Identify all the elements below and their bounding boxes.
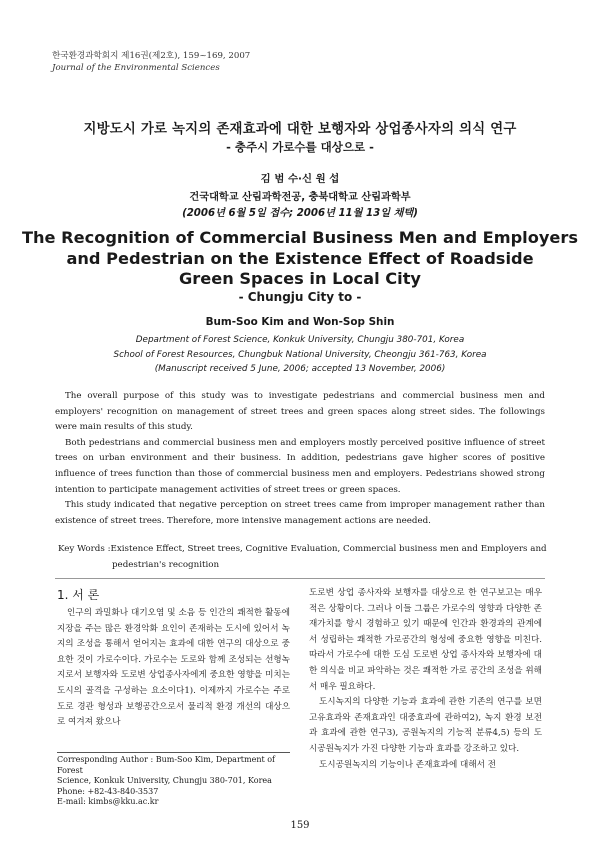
body-paragraph: 인구의 과밀화나 대기오염 및 소음 등 인간의 쾌적한 활동에 지장을 주는 많은 환경악화 요인이 존재하는 도시에 있어서 녹지의 조성을 통해서 얻어지는 효과에 대한 연구의 대상으로 중요한 것이 가로수이다. 가로수는 도로와 함께 조성되는 선형녹지로서 보행자와 도로변 상업종사자에게 중요한 영향을 미치는 도시의 골격을 구성하는 요소이다1). 이제까지 가로수는 주로 도로 경관 형성과 보행공간으로서 물리적 환경 개선의 대상으로 여겨져 왔으나 [57, 608, 290, 728]
footnote-line: Corresponding Author : Bum-Soo Kim, Department of Forest [57, 755, 275, 775]
abstract [55, 389, 545, 529]
affiliation-line: School of Forest Resources, Chungbuk National University, Cheongju 361-763, Korea [113, 349, 487, 360]
journal-name-en: Journal of the Environmental Sciences [52, 63, 220, 73]
title-english [20, 228, 580, 290]
keywords-label: Key Words : [58, 544, 111, 554]
abstract-paragraph: This study indicated that negative perception on street trees came from improper management rather than existence of street trees. Therefore, more intensive management actions are needed. [55, 500, 545, 526]
received-date-korean: (2006년 6월 5일 접수; 2006년 11월 13일 채택) [182, 208, 418, 219]
journal-header [52, 50, 250, 74]
subtitle-korean: - 충주시 가로수를 대상으로 - [226, 140, 374, 154]
page-number: 159 [290, 820, 310, 831]
body-paragraph: 도시공원녹지의 기능이나 존재효과에 대해서 전 [319, 759, 496, 770]
authors-english: Bum-Soo Kim and Won-Sop Shin [205, 316, 395, 328]
keywords-text: Existence Effect, Street trees, Cognitive Evaluation, Commercial business men and Employers and [110, 544, 547, 554]
title-english-line: Green Spaces in Local City [179, 269, 421, 288]
journal-citation-ko: 한국환경과학회지 제16권(제2호), 159~169, 2007 [52, 51, 251, 61]
keywords-text-continued: pedestrian's recognition [112, 559, 220, 570]
affiliations-english [0, 333, 600, 377]
body-paragraph: 도시녹지의 다양한 기능과 효과에 관한 기존의 연구를 보면 고유효과와 존재효과인 대중효과에 관하여2), 녹지 환경 보전과 효과에 관한 연구3), 공원녹지의 기능적 분류4,5) 등의 도시공원녹지가 가진 다양한 기능과 효과를 강조하고 있다. [309, 697, 542, 754]
body-column-right [309, 586, 542, 773]
footnote-line: Science, Konkuk University, Chungju 380-701, Korea [57, 776, 272, 786]
title-korean: 지방도시 가로 녹지의 존재효과에 대한 보행자와 상업종사자의 의식 연구 [83, 122, 517, 137]
corresponding-author-footnote [57, 755, 297, 808]
title-english-line: and Pedestrian on the Existence Effect of Roadside [66, 248, 534, 268]
abstract-paragraph: The overall purpose of this study was to investigate pedestrians and commercial business men and employers' recognition on management of street trees and green spaces along street sides. The followings were main results of this study. [55, 391, 545, 433]
title-english-line: The Recognition of Commercial Business Men and Employers [21, 228, 579, 247]
body-paragraph: 도로변 상업 종사자와 보행자를 대상으로 한 연구보고는 매우 적은 상황이다. 그러나 이들 그룹은 가로수의 영향과 다양한 존재가치를 항시 경험하고 있기 때문에 인간과 환경과의 관계에서 성립하는 쾌적한 가로공간의 형성에 중요한 영향을 미친다. 따라서 가로수에 대한 도심 도로변 상업 종사자와 보행자에 대한 의식을 비교 파악하는 것은 쾌적한 가로 공간의 조성을 위해서 매우 필요하다. [309, 588, 542, 692]
body-column-left [57, 586, 290, 731]
section-divider [55, 578, 545, 579]
section-heading-introduction: 1. 서 론 [57, 588, 100, 602]
footnote-divider [57, 752, 290, 753]
footnote-email: E-mail: kimbs@kku.ac.kr [57, 797, 159, 807]
abstract-paragraph: Both pedestrians and commercial business men and employers mostly perceived positive influence of street trees on urban environment and their business. In addition, pedestrians gave higher scores of positive influence of trees function than those of commercial business men and employers. Pedestrians showed strong intention to participate management activities of street trees or green spaces. [55, 437, 545, 495]
affiliation-line: Department of Forest Science, Konkuk University, Chungju 380-701, Korea [135, 335, 465, 345]
footnote-line: Phone: +82-43-840-3537 [57, 786, 159, 796]
affiliations-korean: 건국대학교 산림과학전공, 충북대학교 산림과학부 [189, 192, 411, 203]
subtitle-english: - Chungju City to - [238, 290, 362, 304]
manuscript-dates: (Manuscript received 5 June, 2006; accepted 13 November, 2006) [154, 364, 446, 374]
keywords [58, 542, 548, 573]
authors-korean: 김 범 수·신 원 섭 [260, 173, 340, 185]
